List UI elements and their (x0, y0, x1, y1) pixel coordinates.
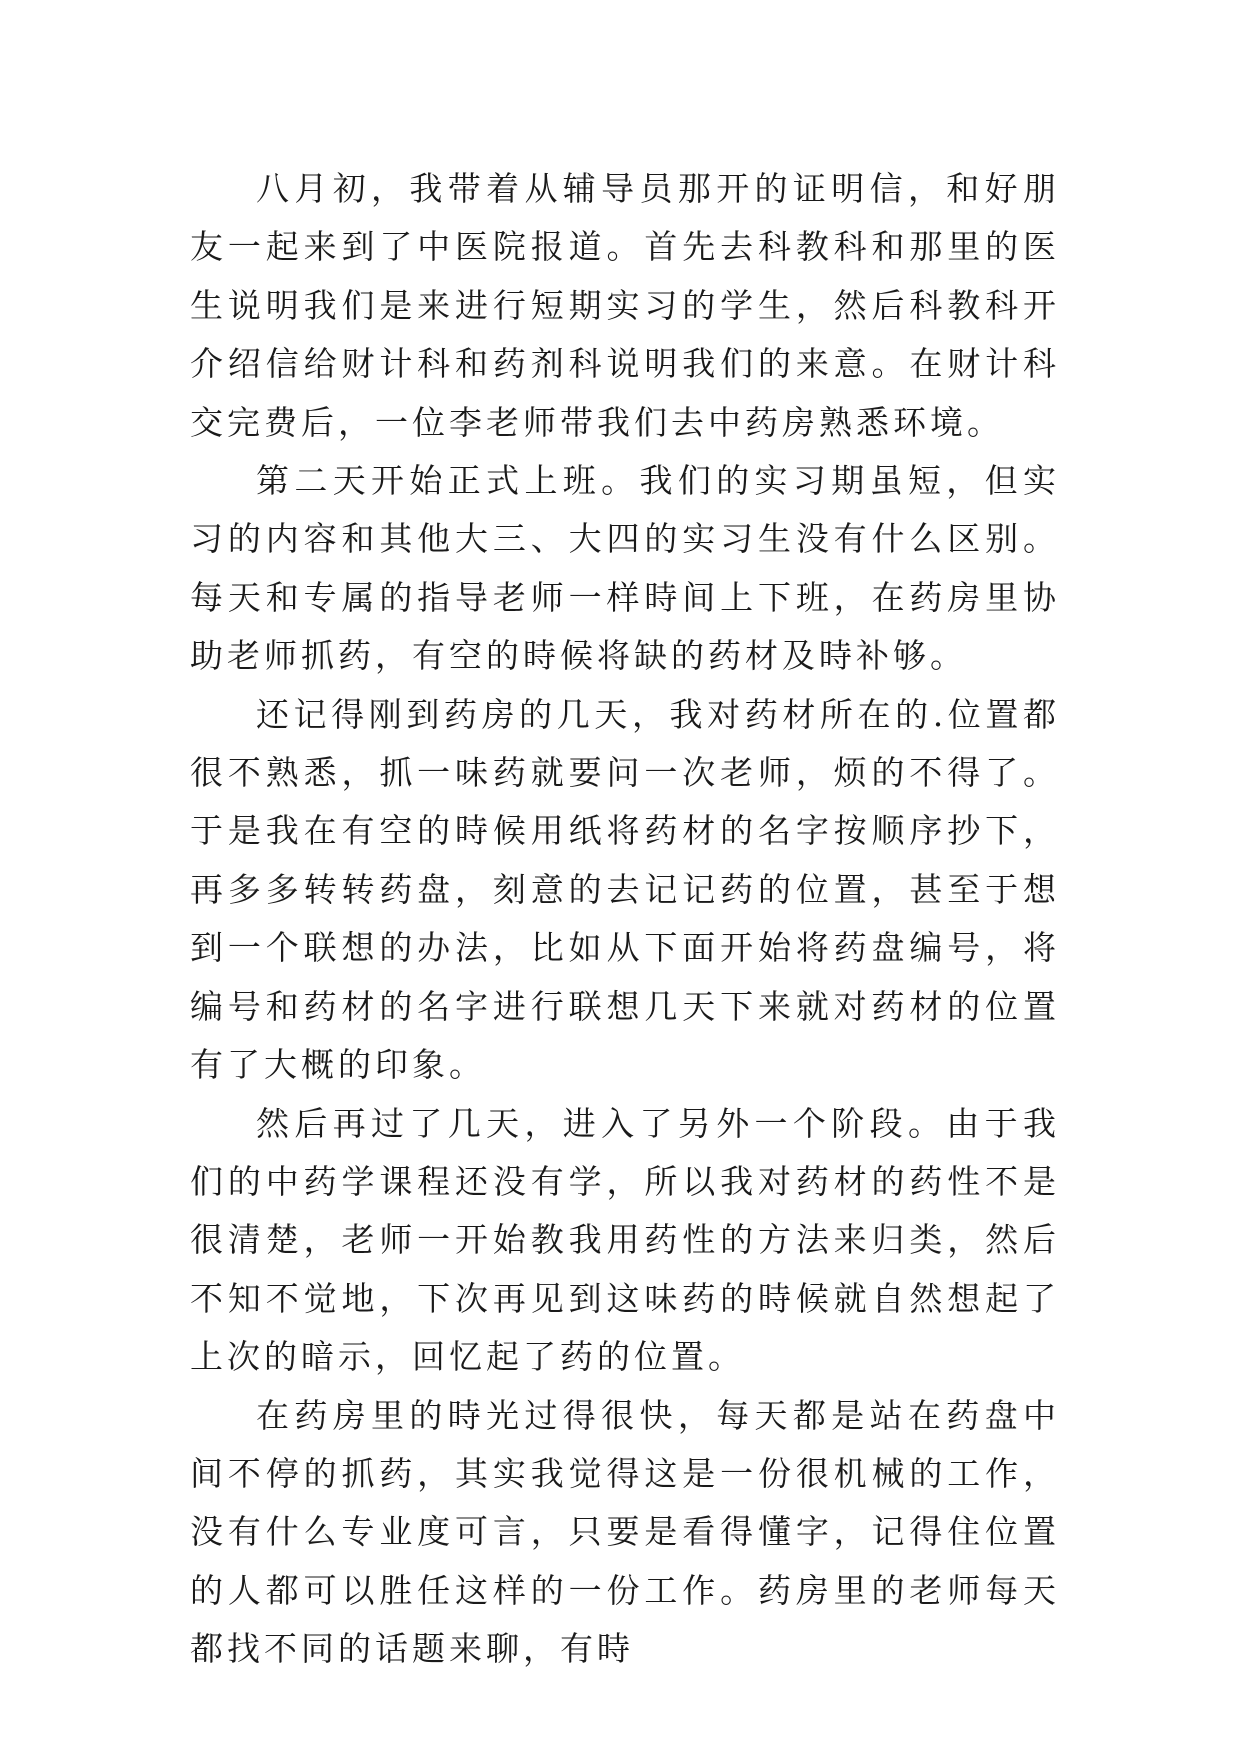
paragraph-5: 在药房里的時光过得很快，每天都是站在药盘中间不停的抓药，其实我觉得这是一份很机械的工作，没有什么专业度可言，只要是看得懂字，记得住位置的人都可以胜任这样的一份工作。药房里的老师每天都找不同的话题来聊，有時 (190, 1395, 1060, 1669)
paragraph-4: 然后再过了几天，进入了另外一个阶段。由于我们的中药学课程还没有学，所以我对药材的药性不是很清楚，老师一开始教我用药性的方法来归类，然后不知不觉地，下次再见到这味药的時候就自然想起了上次的暗示，回忆起了药的位置。 (190, 1103, 1060, 1377)
document-body (190, 160, 1060, 1679)
paragraph-2: 第二天开始正式上班。我们的实习期虽短，但实习的内容和其他大三、大四的实习生没有什么区别。每天和专属的指导老师一样時间上下班，在药房里协助老师抓药，有空的時候将缺的药材及時补够。 (190, 461, 1060, 676)
paragraph-1: 八月初，我带着从辅导员那开的证明信，和好朋友一起来到了中医院报道。首先去科教科和那里的医生说明我们是来进行短期实习的学生，然后科教科开介绍信给财计科和药剂科说明我们的来意。在财计科交完费后，一位李老师带我们去中药房熟悉环境。 (190, 169, 1060, 442)
paragraph-3: 还记得刚到药房的几天，我对药材所在的.位置都很不熟悉，抓一味药就要问一次老师，烦的不得了。于是我在有空的時候用纸将药材的名字按顺序抄下，再多多转转药盘，刻意的去记记药的位置，甚至于想到一个联想的办法，比如从下面开始将药盘编号，将编号和药材的名字进行联想几天下来就对药材的位置有了大概的印象。 (190, 694, 1060, 1085)
